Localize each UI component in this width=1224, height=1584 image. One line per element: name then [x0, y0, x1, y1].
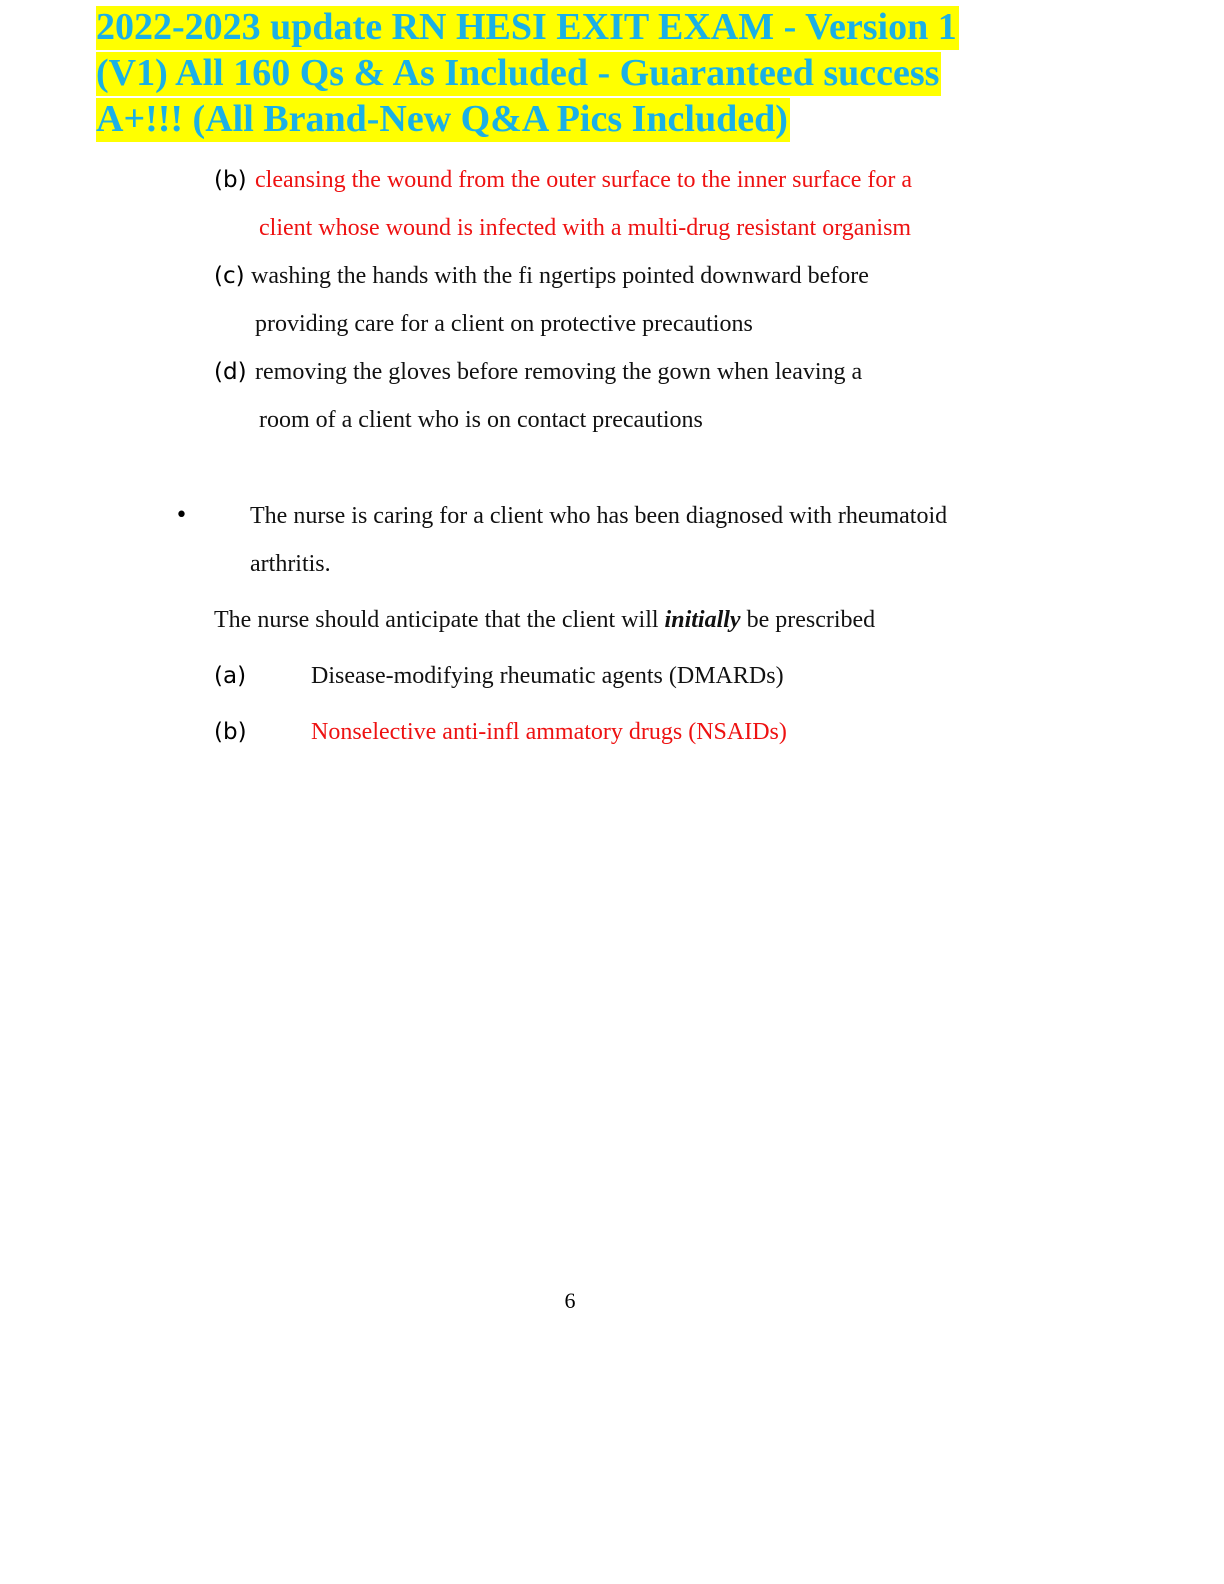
document-header-title [96, 4, 1016, 142]
prompt-emphasis: initially [664, 607, 741, 633]
option-text-line-1: removing the gloves before removing the gown when leaving a [255, 359, 863, 385]
question-option-b [214, 708, 1074, 756]
option-letter: (b) [214, 167, 247, 193]
option-text: Disease-modifying rheumatic agents (DMARDs) [311, 663, 784, 689]
previous-option-d [214, 348, 1074, 444]
option-text-line-1: washing the hands with the fi ngertips pointed downward before [251, 263, 869, 289]
page-number: 6 [564, 1288, 576, 1313]
option-text-line-2: room of a client who is on contact precautions [259, 407, 703, 433]
prompt-before: The nurse should anticipate that the client will [214, 607, 665, 633]
option-letter: (a) [214, 663, 247, 689]
header-title-line-1: 2022-2023 update RN HESI EXIT EXAM - Version 1 [96, 6, 957, 48]
option-text-line-1: cleansing the wound from the outer surface to the inner surface for a [255, 167, 913, 193]
question-bullet: • [175, 503, 188, 528]
question-option-a [214, 652, 1074, 700]
question-stem-line-2: arthritis. [250, 551, 331, 577]
previous-option-b [214, 156, 1074, 252]
option-letter: (d) [214, 359, 247, 385]
question-stem-line-1: The nurse is caring for a client who has been diagnosed with rheumatoid [250, 503, 948, 529]
option-text-correct-answer: Nonselective anti-infl ammatory drugs (NSAIDs) [311, 719, 787, 745]
option-text [214, 348, 1074, 444]
option-letter: (b) [214, 719, 247, 745]
option-text-line-2: client whose wound is infected with a multi-drug resistant organism [259, 215, 912, 241]
previous-option-c [214, 252, 1074, 348]
option-letter: (c) [214, 263, 245, 289]
prompt-after: be prescribed [740, 607, 876, 633]
header-title-line-2: (V1) All 160 Qs & As Included - Guaranteed success [96, 52, 940, 94]
question-prompt [214, 596, 1074, 644]
header-title-line-3: A+!!! (All Brand-New Q&A Pics Included) [96, 98, 788, 140]
option-text-correct-answer [214, 156, 1074, 252]
option-text [214, 252, 1074, 348]
option-text-line-2: providing care for a client on protective precautions [255, 311, 753, 337]
question-stem [250, 492, 1070, 588]
